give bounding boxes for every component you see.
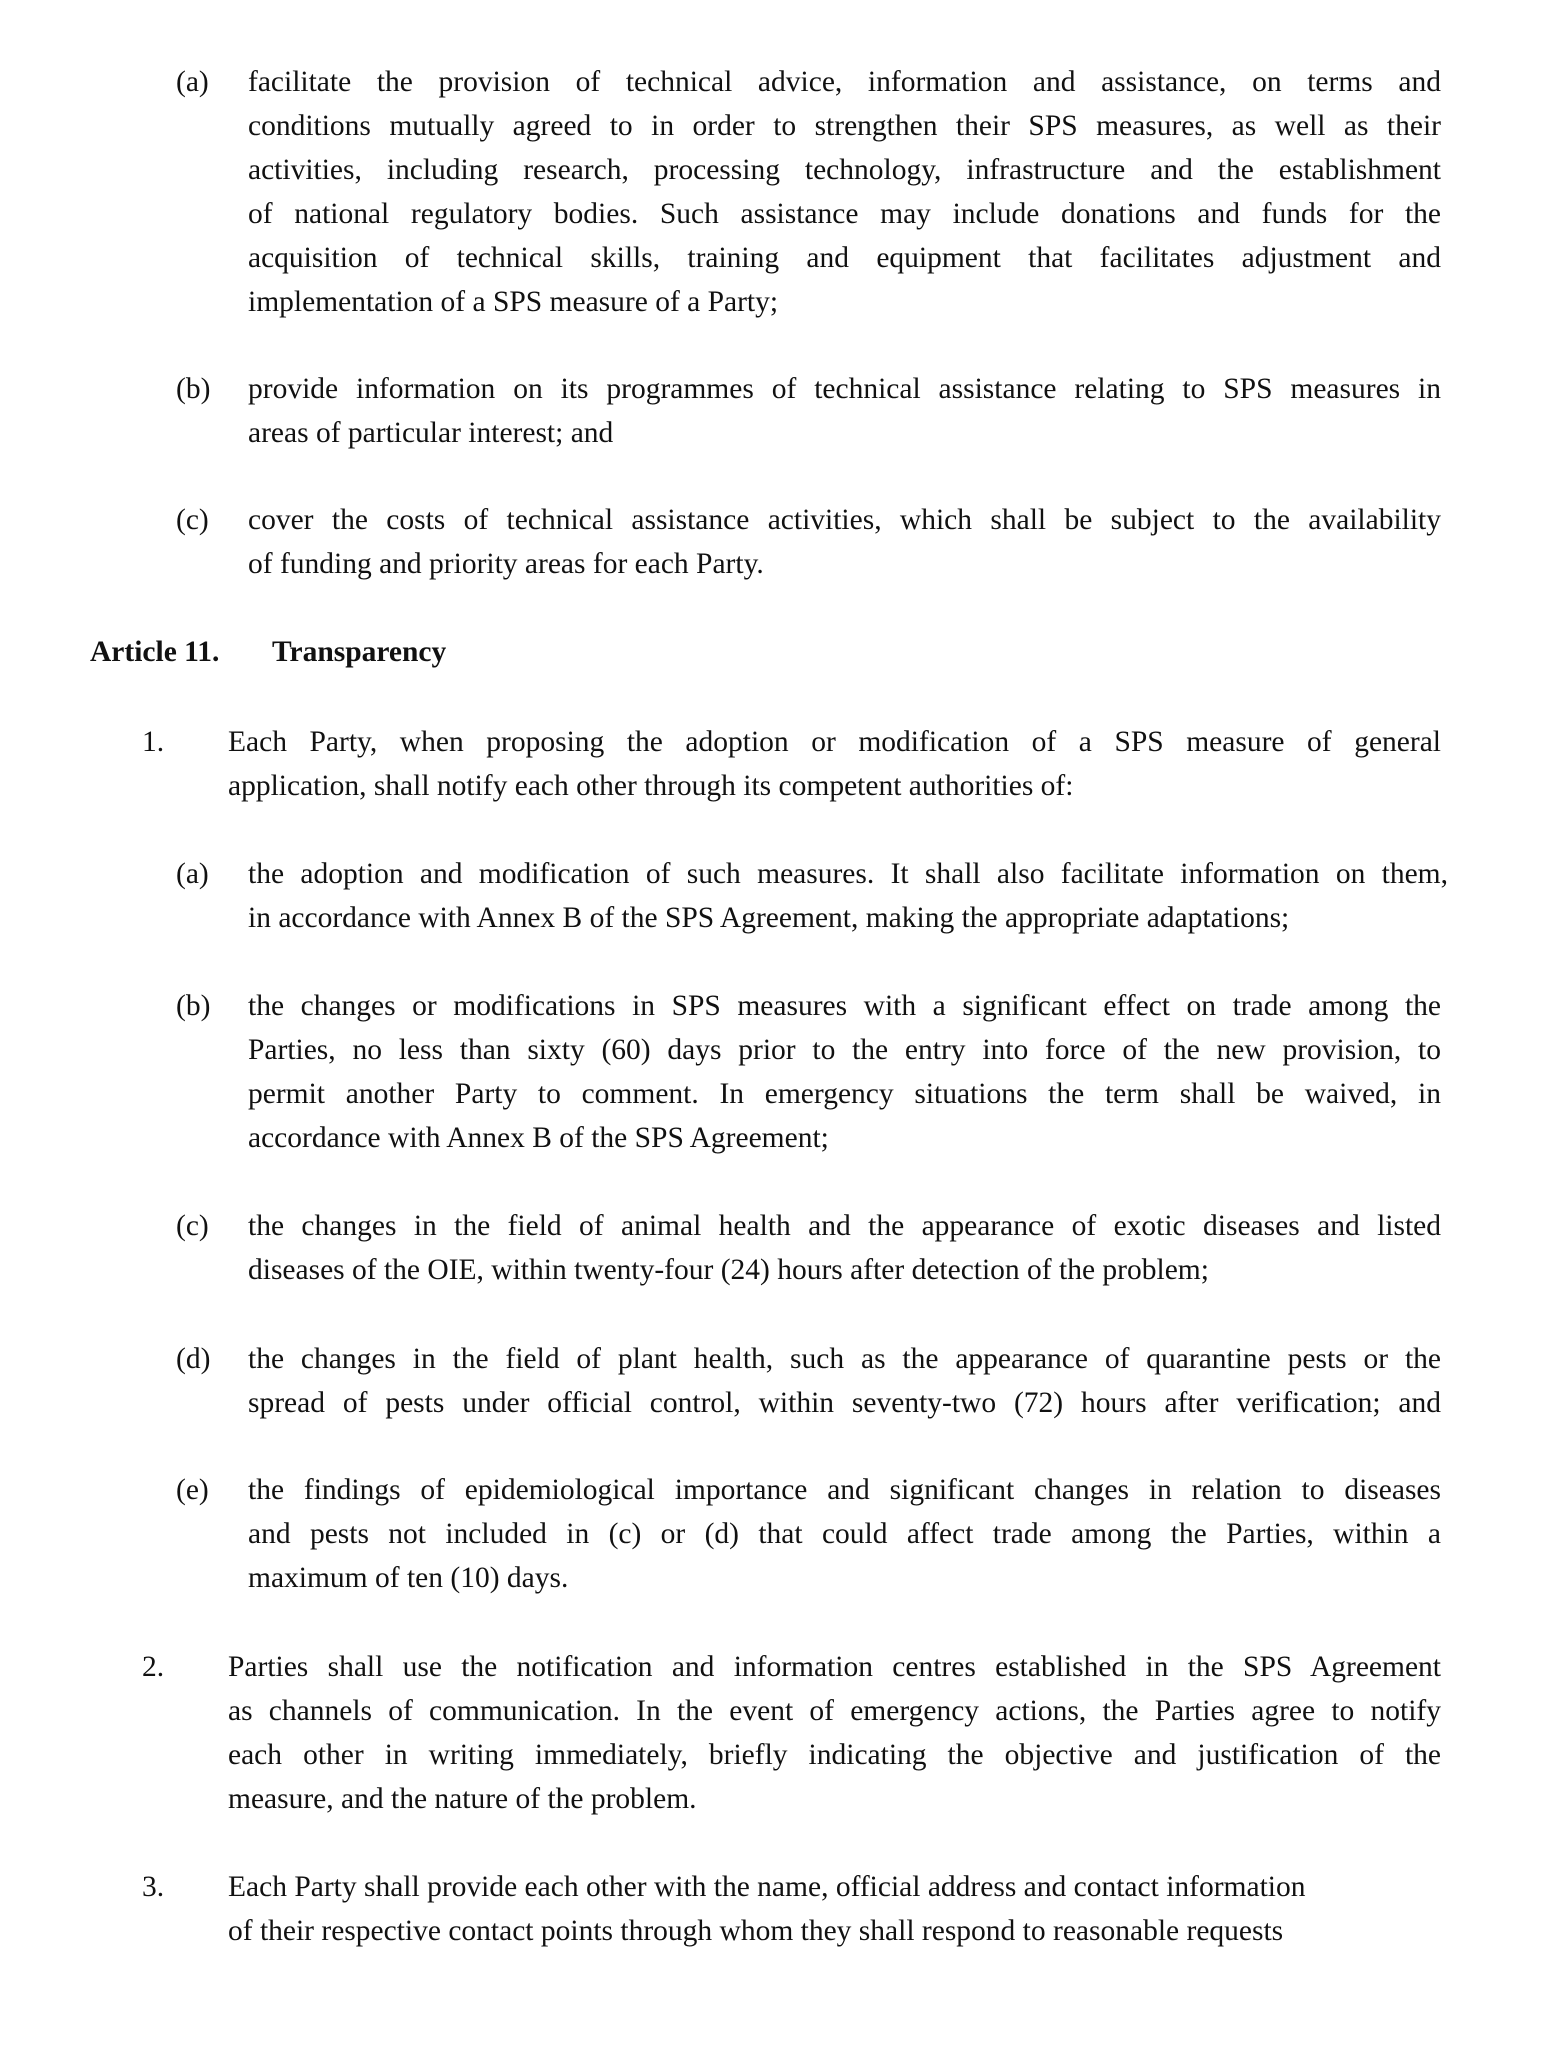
item-text (248, 367, 1441, 455)
text-line: areas of particular interest; and (248, 417, 614, 449)
text-line: and pests not included in (c) or (d) that could affect trade among the Parties, within a (248, 1518, 1441, 1550)
item-text (248, 852, 1448, 940)
item-text (248, 984, 1441, 1160)
text-line: Parties, no less than sixty (60) days prior to the entry into force of the new provision, to (248, 1034, 1441, 1066)
text-line: activities, including research, processing technology, infrastructure and the establishment (248, 154, 1441, 186)
item-text (248, 1337, 1441, 1425)
item-text (248, 1468, 1441, 1600)
paragraph-number: 2. (142, 1651, 165, 1683)
text-line: each other in writing immediately, briefly indicating the objective and justification of the (228, 1739, 1441, 1771)
item-label: (b) (176, 373, 211, 405)
item-label: (a) (176, 66, 209, 98)
item-label: (c) (176, 504, 209, 536)
text-line: conditions mutually agreed to in order to strengthen their SPS measures, as well as their (248, 110, 1441, 142)
text-line: the adoption and modification of such measures. It shall also facilitate information on them, (248, 858, 1448, 890)
text-line: accordance with Annex B of the SPS Agreement; (248, 1122, 829, 1154)
text-line: the changes in the field of plant health, such as the appearance of quarantine pests or the (248, 1343, 1441, 1375)
text-line: the changes in the field of animal health and the appearance of exotic diseases and listed (248, 1210, 1441, 1242)
item-text (248, 1204, 1441, 1292)
text-line: in accordance with Annex B of the SPS Agreement, making the appropriate adaptations; (248, 902, 1290, 934)
item-label: (d) (176, 1343, 211, 1375)
paragraph-text (228, 720, 1441, 808)
text-line: facilitate the provision of technical advice, information and assistance, on terms and (248, 66, 1441, 98)
text-line: provide information on its programmes of technical assistance relating to SPS measures in (248, 373, 1441, 405)
text-line: of their respective contact points through whom they shall respond to reasonable requests (228, 1915, 1284, 1947)
item-text (248, 498, 1441, 586)
text-line: maximum of ten (10) days. (248, 1562, 569, 1594)
text-line: application, shall notify each other through its competent authorities of: (228, 770, 1074, 802)
paragraph-number: 3. (142, 1871, 165, 1903)
item-label: (c) (176, 1210, 209, 1242)
text-line: acquisition of technical skills, training and equipment that facilitates adjustment and (248, 242, 1441, 274)
item-text (248, 60, 1441, 324)
paragraph-text (228, 1645, 1441, 1821)
text-line: the findings of epidemiological importance and significant changes in relation to diseases (248, 1474, 1441, 1506)
paragraph-text (228, 1865, 1428, 1953)
text-line: diseases of the OIE, within twenty-four (24) hours after detection of the problem; (248, 1254, 1209, 1286)
paragraph-number: 1. (142, 726, 165, 758)
text-line: Each Party shall provide each other with the name, official address and contact information (228, 1871, 1306, 1903)
text-line: as channels of communication. In the event of emergency actions, the Parties agree to notify (228, 1695, 1441, 1727)
text-line: Parties shall use the notification and information centres established in the SPS Agreement (228, 1651, 1441, 1683)
item-label: (a) (176, 858, 209, 890)
item-label: (e) (176, 1474, 209, 1506)
text-line: spread of pests under official control, within seventy-two (72) hours after verification; and (248, 1387, 1441, 1419)
text-line: cover the costs of technical assistance activities, which shall be subject to the availability (248, 504, 1441, 536)
text-line: of funding and priority areas for each Party. (248, 548, 764, 580)
text-line: Each Party, when proposing the adoption or modification of a SPS measure of general (228, 726, 1441, 758)
text-line: permit another Party to comment. In emergency situations the term shall be waived, in (248, 1078, 1441, 1110)
text-line: of national regulatory bodies. Such assistance may include donations and funds for the (248, 198, 1441, 230)
text-line: the changes or modifications in SPS measures with a significant effect on trade among the (248, 990, 1441, 1022)
text-line: measure, and the nature of the problem. (228, 1783, 697, 1815)
text-line: implementation of a SPS measure of a Party; (248, 286, 779, 318)
article-number: Article 11. (90, 636, 220, 668)
article-title: Transparency (272, 636, 447, 668)
item-label: (b) (176, 990, 211, 1022)
